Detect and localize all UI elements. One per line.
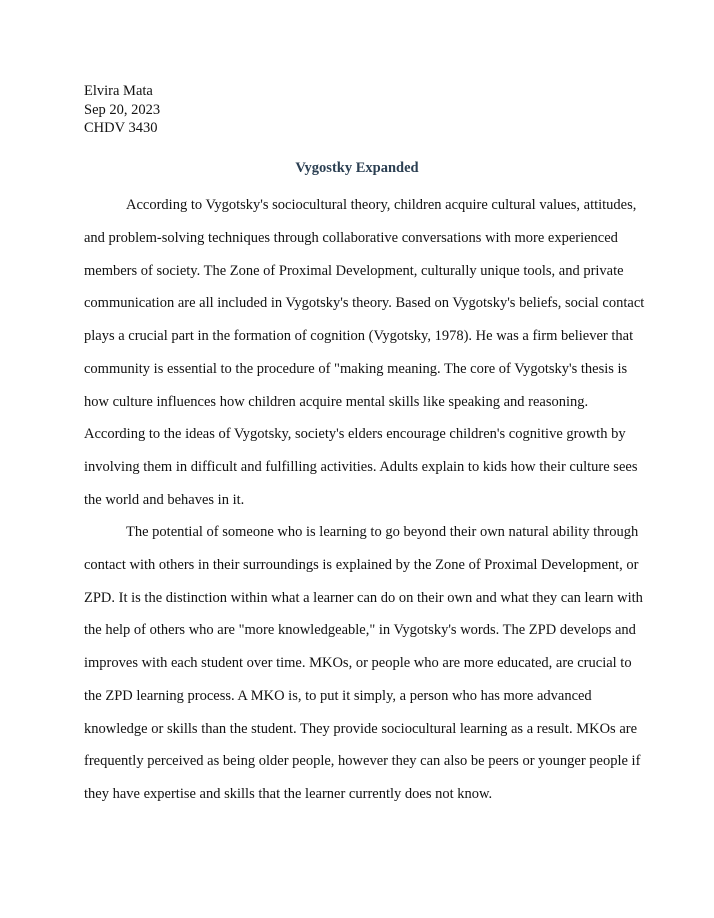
paragraph-line: community is essential to the procedure of "making meaning. The core of Vygotsky's thesis is <box>84 360 628 377</box>
paragraph-line: and problem-solving techniques through collaborative conversations with more experienced <box>84 229 618 246</box>
paragraph-line: the help of others who are "more knowledgeable," in Vygotsky's words. The ZPD develops and <box>84 622 636 639</box>
course-code: CHDV 3430 <box>84 120 158 136</box>
paragraph-line: communication are all included in Vygotsky's theory. Based on Vygotsky's beliefs, social contact <box>84 295 645 312</box>
paragraph-line: the world and behaves in it. <box>84 491 245 508</box>
paragraph-line: contact with others in their surroundings is explained by the Zone of Proximal Development, or <box>84 556 639 573</box>
author-name: Elvira Mata <box>84 83 153 99</box>
paragraph-line: members of society. The Zone of Proximal Development, culturally unique tools, and private <box>84 262 624 279</box>
paragraph-line: plays a crucial part in the formation of cognition (Vygotsky, 1978). He was a firm believer that <box>84 328 634 344</box>
document-header <box>84 82 160 138</box>
document-title: Vygostky Expanded <box>295 160 419 176</box>
paragraph-line: the ZPD learning process. A MKO is, to put it simply, a person who has more advanced <box>84 687 592 704</box>
paragraph-line: frequently perceived as being older people, however they can also be peers or younger people if <box>84 753 641 770</box>
paragraph-line: knowledge or skills than the student. They provide sociocultural learning as a result. MKOs are <box>84 720 638 737</box>
paragraph-line: According to Vygotsky's sociocultural theory, children acquire cultural values, attitudes, <box>126 197 637 213</box>
paragraph-line: involving them in difficult and fulfilling activities. Adults explain to kids how their culture sees <box>84 459 638 475</box>
paragraph-line: improves with each student over time. MKOs, or people who are more educated, are crucial to <box>84 655 632 671</box>
paragraph-line: The potential of someone who is learning to go beyond their own natural ability through <box>126 524 639 540</box>
paragraph-line: they have expertise and skills that the learner currently does not know. <box>84 786 493 802</box>
paragraph-line: how culture influences how children acquire mental skills like speaking and reasoning. <box>84 393 589 410</box>
paragraph-line: According to the ideas of Vygotsky, society's elders encourage children's cognitive growth by <box>84 426 626 443</box>
document-date: Sep 20, 2023 <box>84 101 161 118</box>
paragraph-line: ZPD. It is the distinction within what a learner can do on their own and what they can learn with <box>84 589 643 606</box>
